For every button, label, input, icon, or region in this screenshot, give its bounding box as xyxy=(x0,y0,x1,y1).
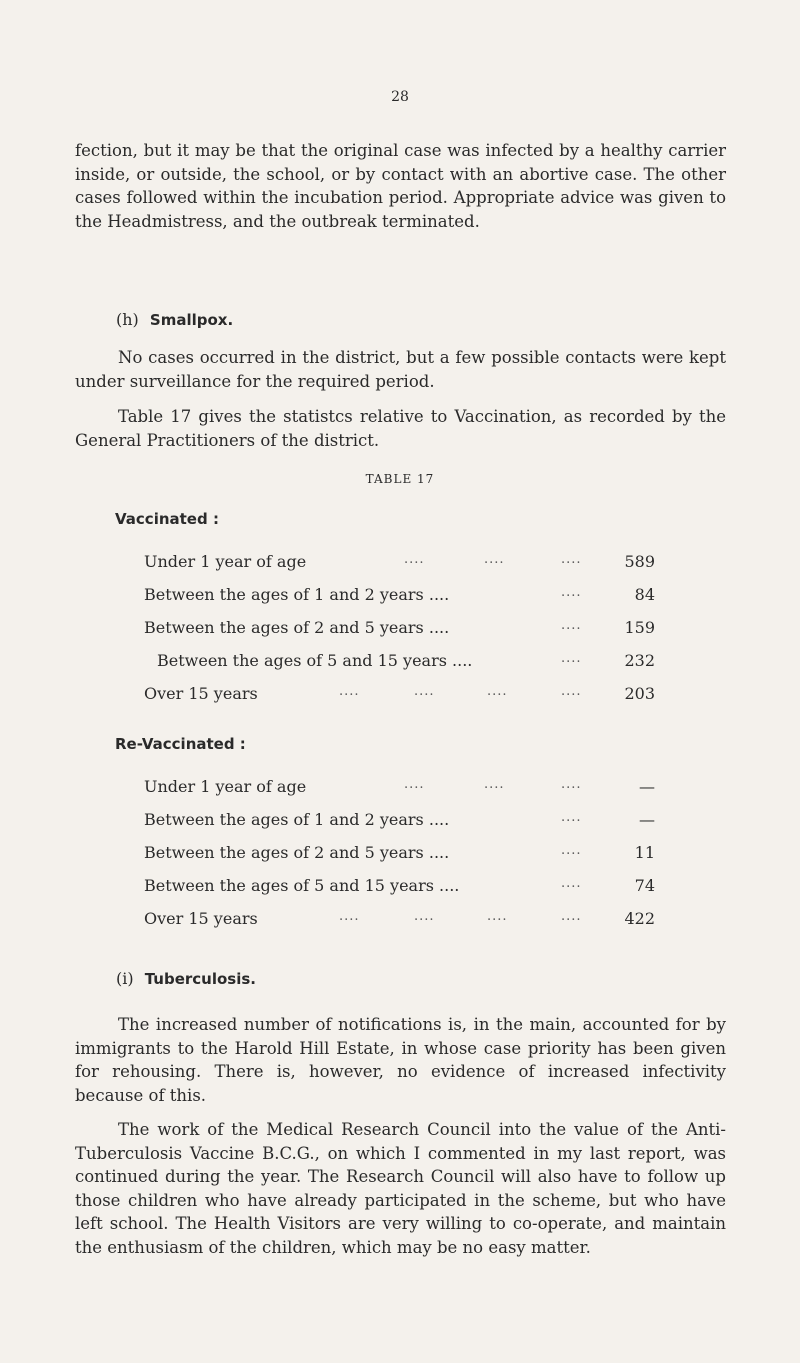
leader-dots: .... xyxy=(484,777,505,792)
row-label: Between the ages of 5 and 15 years .... xyxy=(157,651,473,670)
section-label: (i) xyxy=(116,969,134,988)
table-intro-paragraph: Table 17 gives the statistcs relative to Vaccination, as recorded by the General Practitioners of the district. xyxy=(75,407,726,450)
leader-dots: .... xyxy=(561,684,582,699)
leader-dots: .... xyxy=(561,651,582,666)
row-value: 74 xyxy=(634,876,655,895)
smallpox-paragraph: No cases occurred in the district, but a few possible contacts were kept under surveillance for the required period. xyxy=(75,348,726,391)
row-value: 159 xyxy=(624,618,655,637)
row-label: Under 1 year of age xyxy=(144,777,307,796)
row-label: Between the ages of 5 and 15 years .... xyxy=(144,876,460,895)
tuberculosis-paragraph: The increased number of notifications is, in the main, accounted for by immigrants to the Harold Hill Estate, in whose case priority has been given for rehousing. There is, however, no evidence of increased infectivity because of this. xyxy=(75,1015,726,1105)
row-value: — xyxy=(639,777,655,796)
section-title: Smallpox. xyxy=(149,311,234,329)
leader-dots: .... xyxy=(487,684,508,699)
leader-dots: .... xyxy=(484,552,505,567)
leader-dots: .... xyxy=(404,552,425,567)
table-row xyxy=(144,684,655,706)
row-label: Between the ages of 2 and 5 years .... xyxy=(144,618,450,637)
row-label: Between the ages of 2 and 5 years .... xyxy=(144,843,450,862)
leader-dots: .... xyxy=(561,618,582,633)
row-label: Over 15 years xyxy=(144,684,258,703)
table-row xyxy=(144,777,655,799)
leader-dots: .... xyxy=(414,909,435,924)
row-value: 203 xyxy=(624,684,655,703)
bcg-paragraph: The work of the Medical Research Council into the value of the Anti-Tuberculosis Vaccine B.C.G., on which I commented in my last report, was continued during the year. The Research Council will also have to follow up those children who have already participated in the scheme, but who have left school. The Health Visitors are very willing to co-operate, and maintain the enthusiasm of the children, which may be no easy matter. xyxy=(75,1120,726,1257)
leader-dots: .... xyxy=(561,843,582,858)
page-number: 28 xyxy=(391,89,409,105)
row-label: Between the ages of 1 and 2 years .... xyxy=(144,810,450,829)
table-row xyxy=(144,618,655,640)
leader-dots: .... xyxy=(339,909,360,924)
row-value: 11 xyxy=(634,843,655,862)
section-heading-smallpox xyxy=(116,310,233,329)
table-row xyxy=(144,843,655,865)
leader-dots: .... xyxy=(561,810,582,825)
leader-dots: .... xyxy=(414,684,435,699)
leader-dots: .... xyxy=(487,909,508,924)
leader-dots: .... xyxy=(561,909,582,924)
leader-dots: .... xyxy=(561,777,582,792)
row-label: Between the ages of 1 and 2 years .... xyxy=(144,585,450,604)
leader-dots: .... xyxy=(339,684,360,699)
leader-dots: .... xyxy=(561,552,582,567)
intro-paragraph: fection, but it may be that the original case was infected by a healthy carrier inside, or outside, the school, or by contact with an abortive case. The other cases followed within the incubation period. Appropriate advice was given to the Headmistress, and the outbreak terminated. xyxy=(75,141,726,231)
table-row xyxy=(144,810,655,832)
section-title: Tuberculosis. xyxy=(144,970,256,988)
section-label: (h) xyxy=(116,310,139,329)
row-value: 422 xyxy=(624,909,655,928)
row-value: 84 xyxy=(634,585,655,604)
row-value: 589 xyxy=(624,552,655,571)
section-heading-tuberculosis xyxy=(116,969,256,988)
table-row xyxy=(144,651,655,673)
row-value: 232 xyxy=(624,651,655,670)
table-row xyxy=(144,585,655,607)
leader-dots: .... xyxy=(561,585,582,600)
table-caption: TABLE 17 xyxy=(365,472,435,486)
row-label: Over 15 years xyxy=(144,909,258,928)
row-value: — xyxy=(639,810,655,829)
table-row xyxy=(144,909,655,931)
leader-dots: .... xyxy=(561,876,582,891)
row-label: Under 1 year of age xyxy=(144,552,307,571)
vaccinated-heading: Vaccinated : xyxy=(115,510,219,528)
table-row xyxy=(144,876,655,898)
revaccinated-heading: Re-Vaccinated : xyxy=(115,735,246,753)
table-row xyxy=(144,552,655,574)
leader-dots: .... xyxy=(404,777,425,792)
